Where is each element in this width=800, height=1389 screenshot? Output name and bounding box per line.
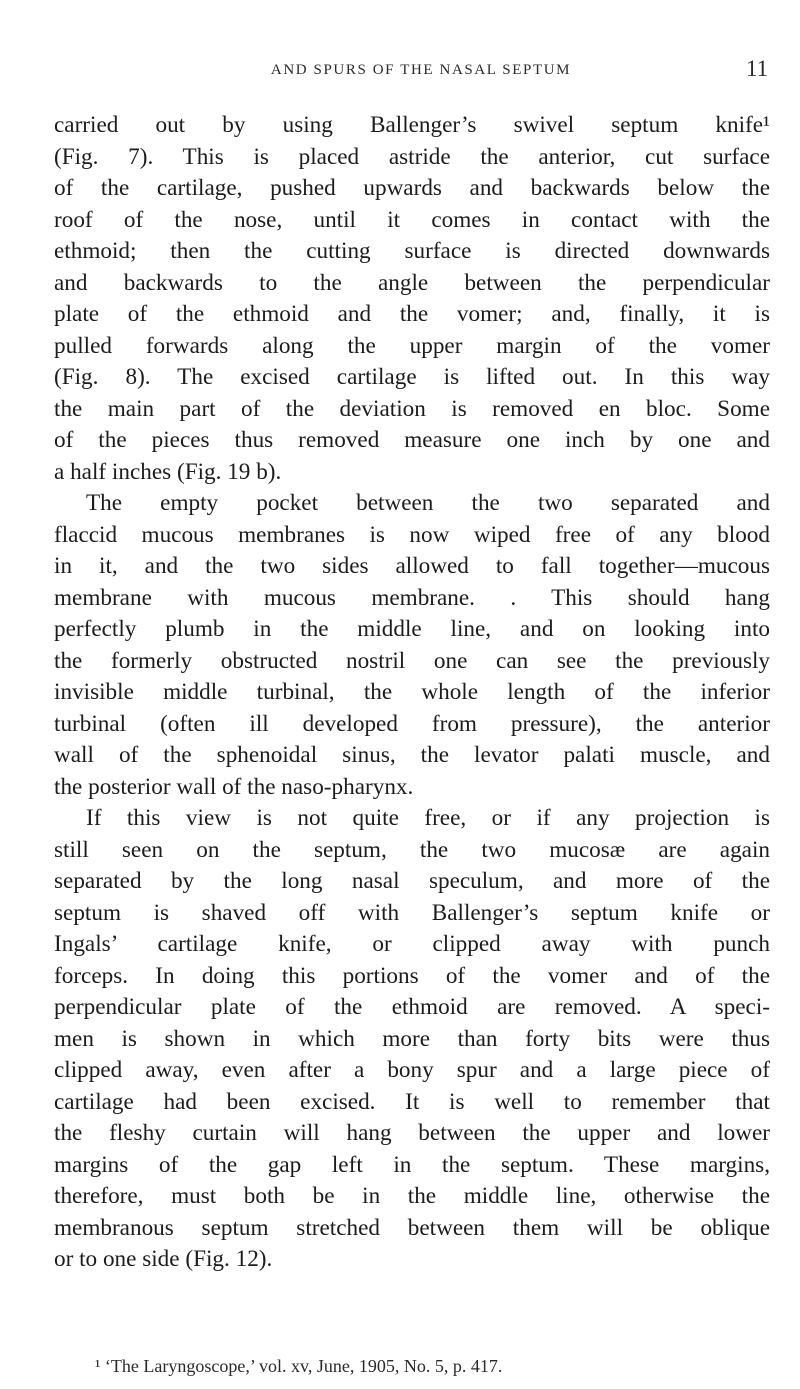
text-line: margins of the gap left in the septum. These margins, xyxy=(54,1151,770,1178)
text-line: the posterior wall of the naso-pharynx. xyxy=(54,773,414,800)
page-number: 11 xyxy=(746,56,769,81)
text-line: clipped away, even after a bony spur and a large piece of xyxy=(54,1057,770,1083)
text-line: carried out by using Ballenger’s swivel septum knife¹ xyxy=(54,112,770,138)
text-line: (Fig. 7). This is placed astride the anterior, cut surface xyxy=(54,143,770,170)
text-line: roof of the nose, until it comes in contact with the xyxy=(54,206,770,233)
text-line: The empty pocket between the two separated and xyxy=(86,490,770,516)
text-line: membrane with mucous membrane. . This should hang xyxy=(54,584,770,611)
text-line: (Fig. 8). The excised cartilage is lifted out. In this way xyxy=(54,364,770,390)
text-line: or to one side (Fig. 12). xyxy=(54,1246,273,1272)
text-line: perfectly plumb in the middle line, and on looking into xyxy=(54,616,770,642)
text-line: the fleshy curtain will hang between the upper and lower xyxy=(54,1120,770,1146)
text-line: Ingals’ cartilage knife, or clipped away with punch xyxy=(54,931,770,957)
text-line: therefore, must both be in the middle line, otherwise the xyxy=(54,1183,770,1209)
body-text xyxy=(54,110,770,1276)
text-line: plate of the ethmoid and the vomer; and, finally, it is xyxy=(54,301,770,327)
text-line: membranous septum stretched between them will be oblique xyxy=(54,1214,770,1241)
text-line: in it, and the two sides allowed to fall together—mucous xyxy=(54,553,770,579)
text-line: septum is shaved off with Ballenger’s septum knife or xyxy=(54,899,770,926)
text-line: separated by the long nasal speculum, and more of the xyxy=(54,868,770,894)
text-line: the main part of the deviation is removed en bloc. Some xyxy=(54,395,770,422)
paragraph-3 xyxy=(54,803,770,1276)
text-line: ethmoid; then the cutting surface is directed downwards xyxy=(54,238,770,264)
text-line: cartilage had been excised. It is well to remember that xyxy=(54,1088,770,1115)
text-line: men is shown in which more than forty bits were thus xyxy=(54,1025,770,1052)
text-line: of the pieces thus removed measure one inch by one and xyxy=(54,427,770,453)
text-line: turbinal (often ill developed from pressure), the anterior xyxy=(54,710,770,737)
text-line: pulled forwards along the upper margin of the vomer xyxy=(54,332,770,359)
footnote: ¹ ‘The Laryngoscope,’ vol. xv, June, 1905, No. 5, p. 417. xyxy=(95,1356,503,1376)
text-line: the formerly obstructed nostril one can see the previously xyxy=(54,647,770,674)
text-line: wall of the sphenoidal sinus, the levator palati muscle, and xyxy=(54,742,770,768)
text-line: a half inches (Fig. 19 b). xyxy=(54,458,282,485)
paragraph-2 xyxy=(54,488,770,803)
text-line: invisible middle turbinal, the whole length of the inferior xyxy=(54,679,770,705)
text-line: forceps. In doing this portions of the vomer and of the xyxy=(54,962,770,989)
running-title: AND SPURS OF THE NASAL SEPTUM xyxy=(270,62,572,78)
text-line: If this view is not quite free, or if any projection is xyxy=(86,805,770,831)
paragraph-1 xyxy=(54,110,770,488)
text-line: of the cartilage, pushed upwards and backwards below the xyxy=(54,175,770,201)
text-line: flaccid mucous membranes is now wiped free of any blood xyxy=(54,521,770,548)
text-line: perpendicular plate of the ethmoid are removed. A speci- xyxy=(54,994,770,1020)
text-line: still seen on the septum, the two mucosæ are again xyxy=(54,836,770,863)
text-line: and backwards to the angle between the perpendicular xyxy=(54,269,770,296)
